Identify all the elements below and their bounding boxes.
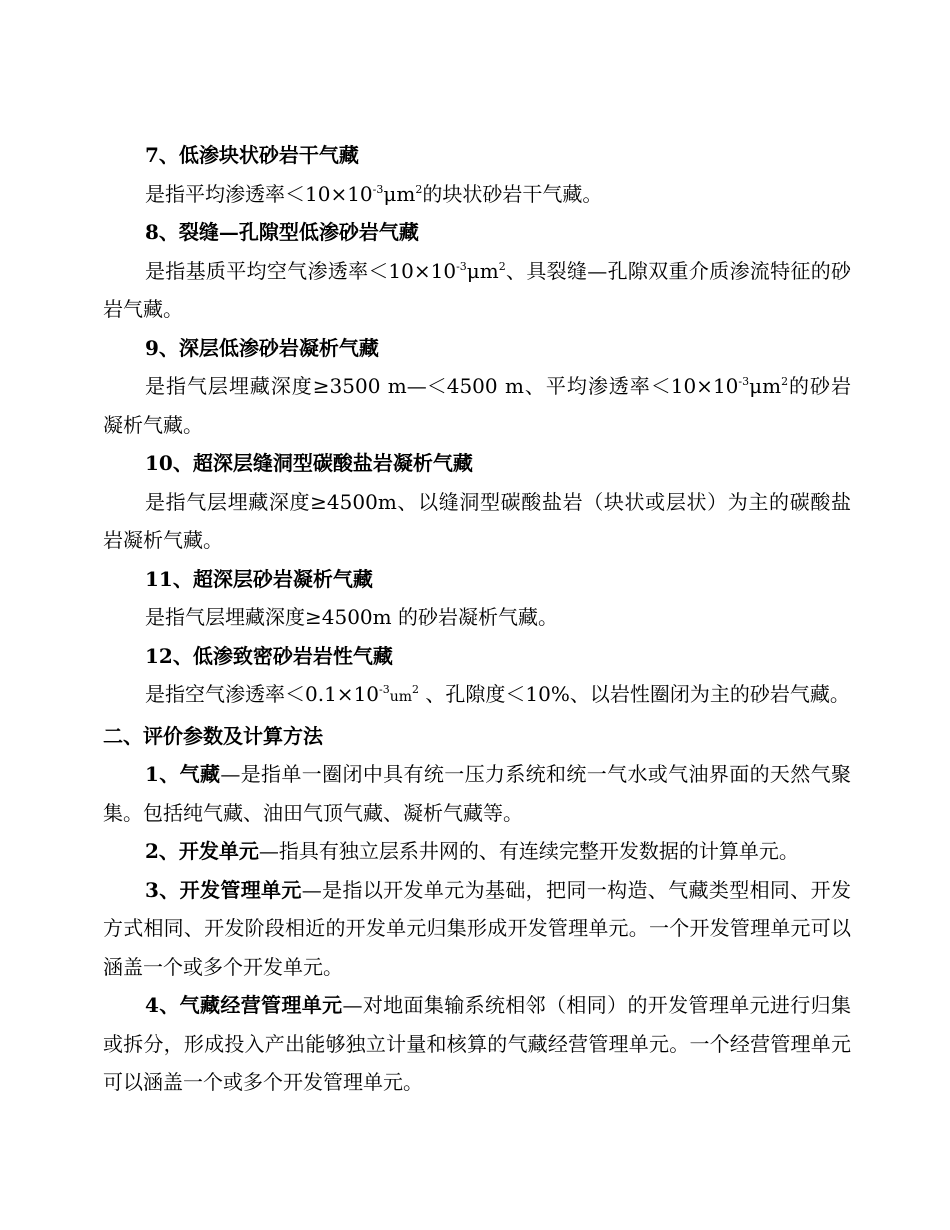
- exponent: -3: [738, 375, 750, 388]
- definition-term: 4、气藏经营管理单元: [145, 993, 343, 1017]
- unit-exponent: 2: [415, 182, 423, 196]
- body-text: 、孔隙度＜10%、以岩性圈闭为主的砂岩气藏。: [419, 682, 850, 706]
- definition-4: [103, 986, 851, 1102]
- definition-3: [103, 871, 851, 987]
- body-item-9: [103, 367, 851, 444]
- body-text: 的砂岩凝析气藏。: [103, 374, 851, 437]
- body-item-7: [103, 175, 851, 214]
- body-text: 是指空气渗透率＜0.1×10: [145, 682, 380, 706]
- body-item-11: 是指气层埋藏深度≥4500m 的砂岩凝析气藏。: [145, 605, 558, 629]
- heading-item-11: 11、超深层砂岩凝析气藏: [145, 566, 373, 591]
- unit: um: [389, 689, 413, 705]
- heading-item-9: 9、深层低渗砂岩凝析气藏: [145, 335, 379, 360]
- unit-exponent: 2: [412, 683, 420, 696]
- unit-exponent: 2: [781, 375, 789, 388]
- definition-term: 3、开发管理单元: [145, 877, 302, 902]
- section-title: 二、评价参数及计算方法: [103, 723, 323, 748]
- unit: μm: [466, 258, 499, 283]
- definition-text: —是指以开发单元为基础，把同一构造、气藏类型相同、开发方式相同、开发阶段相近的开发单元归集形成开发管理单元。一个开发管理单元可以涵盖一个或多个开发单元。: [103, 877, 852, 979]
- exponent: -3: [379, 683, 390, 696]
- definition-text: —指具有独立层系井网的、有连续完整开发数据的计算单元。: [258, 839, 799, 863]
- body-item-12: [103, 675, 851, 717]
- body-text: 、具裂缝—孔隙双重介质渗流特征的砂岩气藏。: [103, 258, 852, 321]
- definition-term: 1、气藏: [145, 762, 221, 786]
- definition-term: 2、开发单元: [145, 839, 259, 863]
- definition-1: [103, 755, 851, 832]
- document-page: [103, 136, 851, 1102]
- heading-item-8: 8、裂缝—孔隙型低渗砂岩气藏: [145, 220, 419, 244]
- body-item-10: 是指气层埋藏深度≥4500m、以缝洞型碳酸盐岩（块状或层状）为主的碳酸盐岩凝析气藏。: [103, 489, 851, 552]
- body-text: 的块状砂岩干气藏。: [422, 181, 603, 206]
- body-text: 是指基质平均空气渗透率＜10×10: [145, 258, 457, 283]
- body-text: 是指气层埋藏深度≥3500 m—＜4500 m、平均渗透率＜10×10: [145, 374, 739, 398]
- definition-text: —对地面集输系统相邻（相同）的开发管理单元进行归集或拆分，形成投入产出能够独立计量和核算的气藏经营管理单元。一个经营管理单元可以涵盖一个或多个开发管理单元。: [103, 993, 851, 1094]
- definition-text: —是指单一圈闭中具有统一压力系统和统一气水或气油界面的天然气聚集。包括纯气藏、油田气顶气藏、凝析气藏等。: [103, 762, 852, 825]
- body-item-8: [103, 252, 851, 329]
- unit: μm: [383, 181, 416, 206]
- unit: μm: [749, 374, 782, 398]
- heading-item-12: 12、低渗致密砂岩岩性气藏: [145, 643, 393, 668]
- body-text: 是指平均渗透率＜10×10: [145, 181, 373, 206]
- definition-2: [103, 832, 851, 871]
- unit-exponent: 2: [498, 259, 506, 273]
- heading-item-7: 7、低渗块状砂岩干气藏: [145, 143, 359, 167]
- heading-item-10: 10、超深层缝洞型碳酸盐岩凝析气藏: [145, 451, 473, 475]
- exponent: -3: [372, 182, 384, 196]
- exponent: -3: [456, 259, 467, 273]
